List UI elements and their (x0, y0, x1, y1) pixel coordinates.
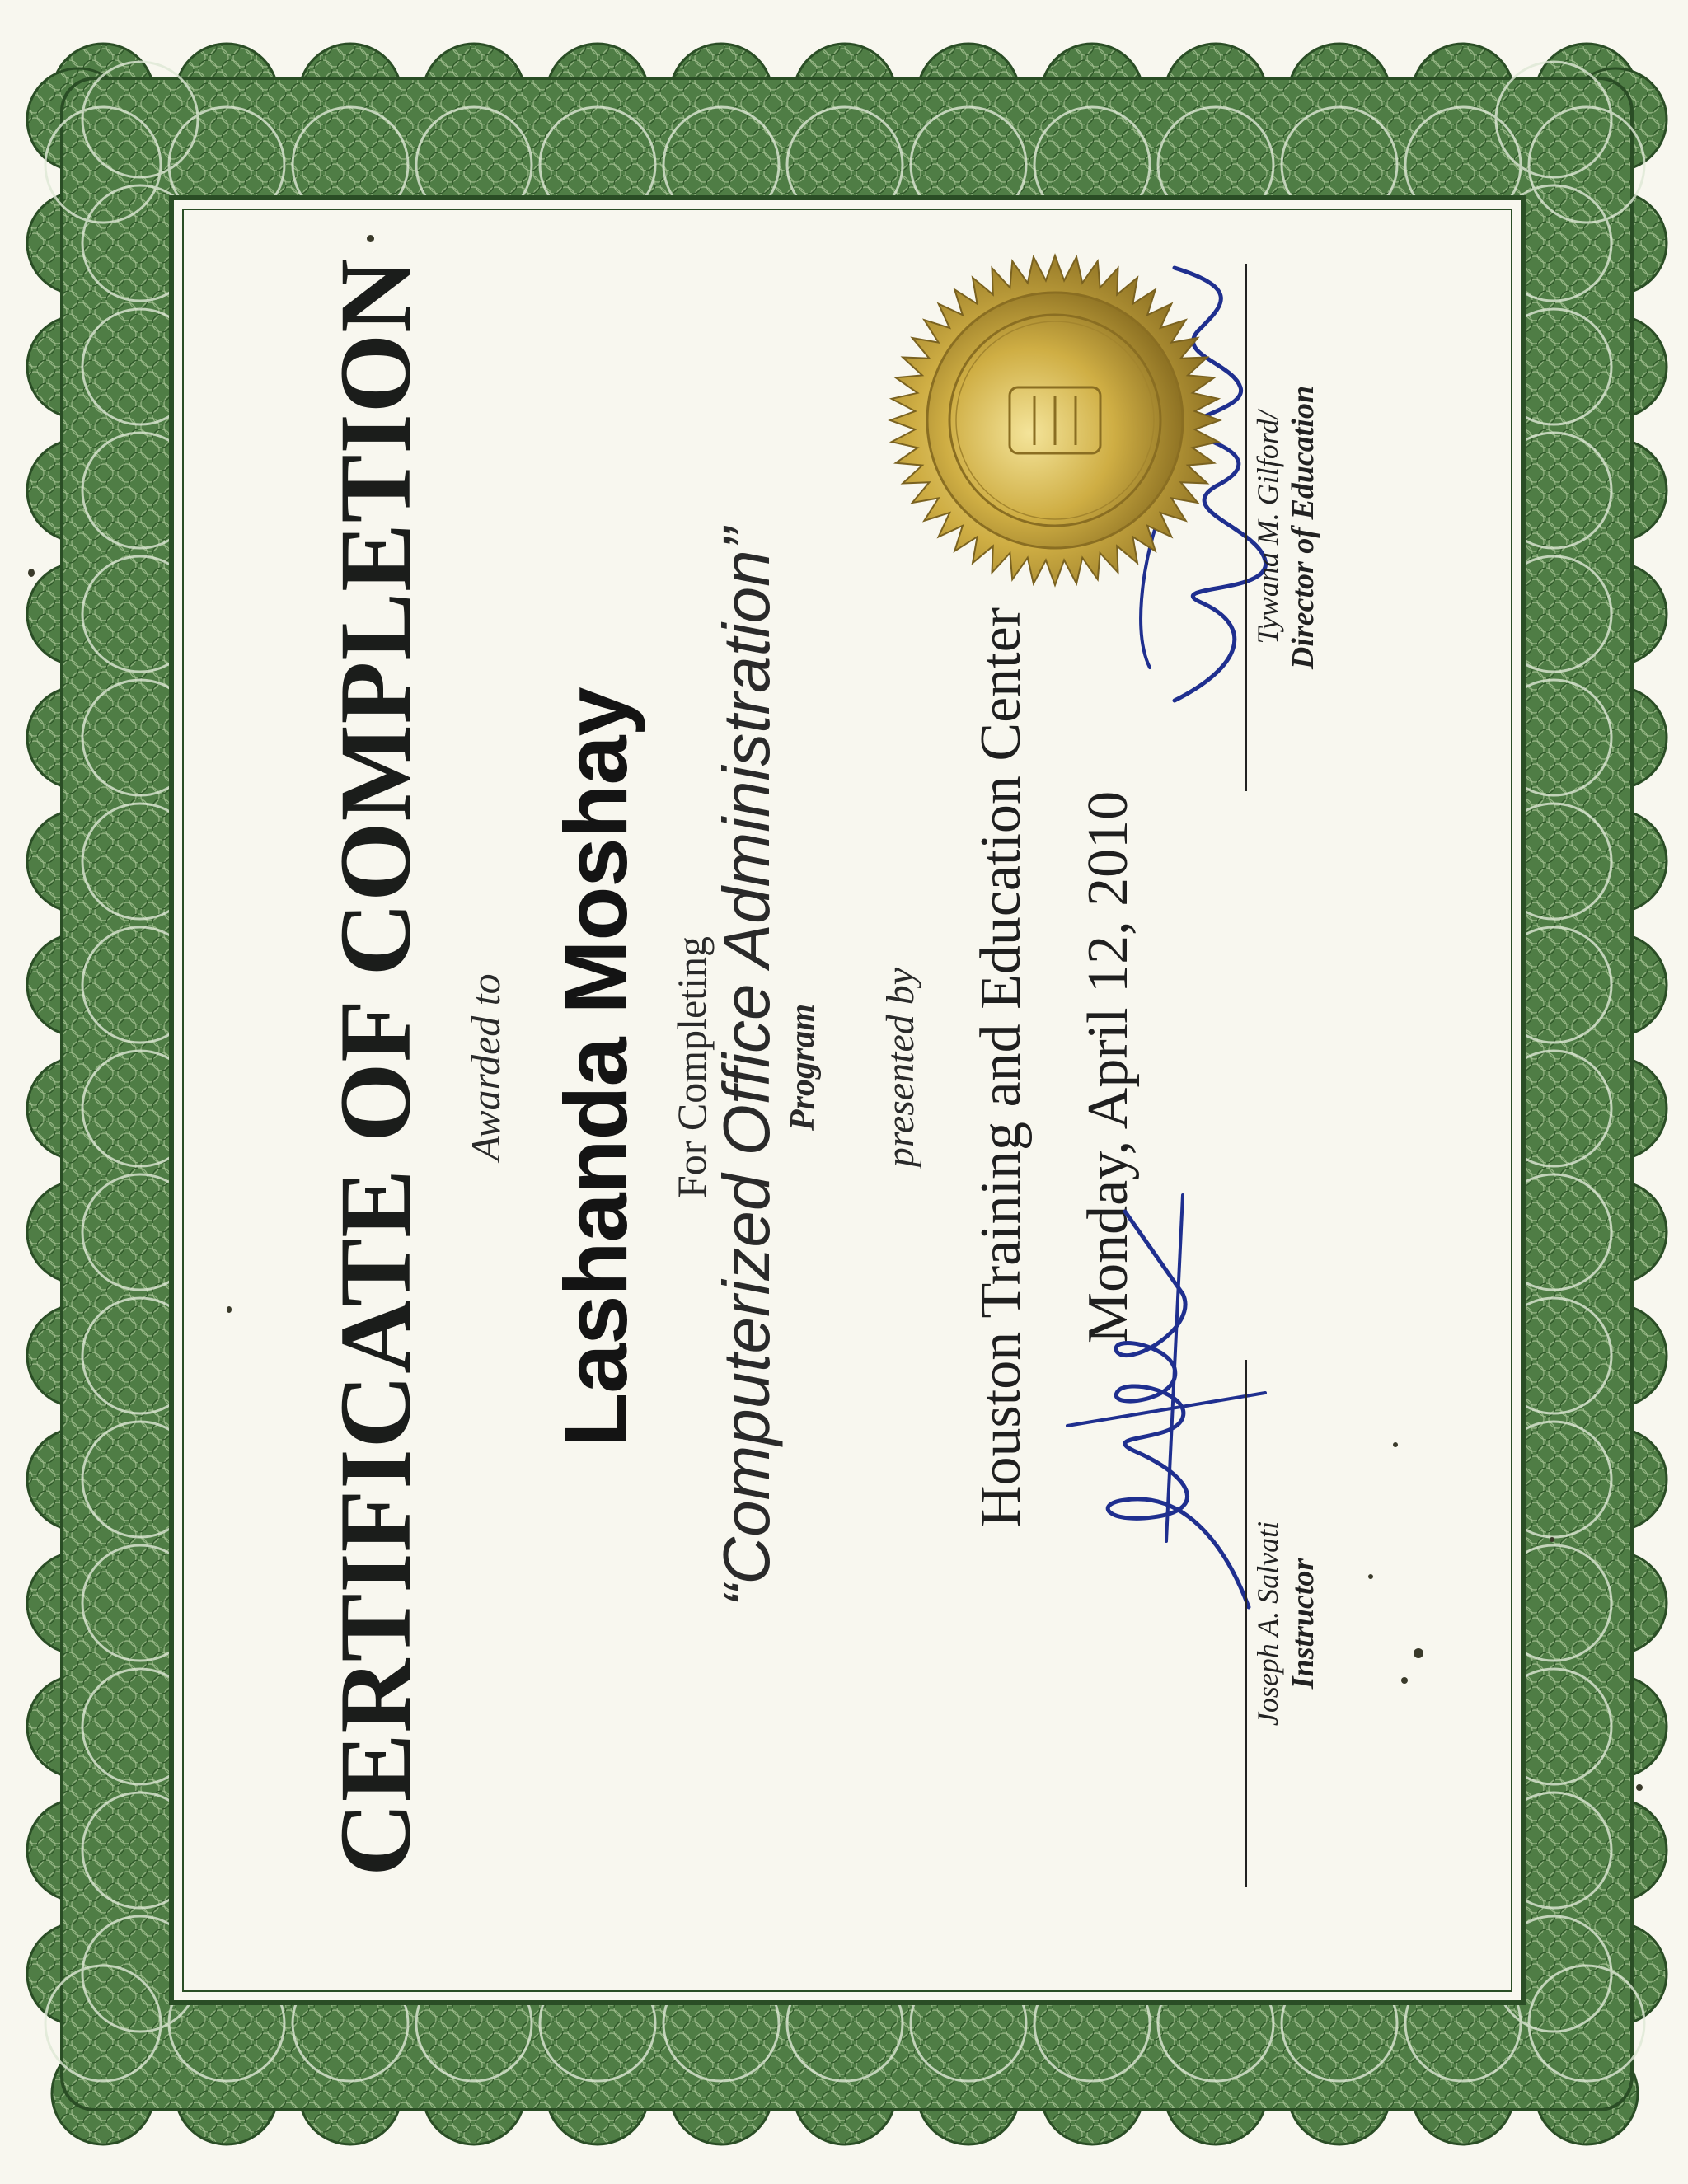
instructor-role: Instructor (1286, 1558, 1320, 1690)
signature-line (1245, 1360, 1247, 1887)
instructor-name: Joseph A. Salvati (1251, 1521, 1284, 1727)
instructor-signature (1059, 1179, 1273, 1640)
director-role: Director of Education (1286, 385, 1320, 670)
scan-speck (1401, 1677, 1408, 1684)
certificate-content (194, 223, 1496, 1912)
scan-speck (1550, 1537, 1554, 1542)
scan-speck (367, 235, 374, 242)
scan-speck (1414, 1648, 1423, 1658)
gold-foil-seal-icon (886, 251, 1224, 589)
program-name: “Computerized Office Administration” (710, 527, 783, 1607)
signature-line (1245, 264, 1247, 791)
presented-by-label: presented by (879, 967, 922, 1168)
director-name: Tywana M. Gilford/ (1251, 410, 1284, 644)
awarded-to-label: Awarded to (462, 973, 509, 1161)
scan-speck (1393, 1442, 1398, 1447)
scan-speck (1636, 1784, 1643, 1791)
scan-speck (28, 569, 35, 577)
director-signature-block (1245, 264, 1321, 791)
certificate-title: CERTIFICATE OF COMPLETION (319, 258, 432, 1877)
scan-speck (227, 1306, 232, 1313)
program-label: Program (784, 1004, 822, 1132)
organization-name: Houston Training and Education Center (969, 607, 1033, 1528)
certificate-date: Monday, April 12, 2010 (1076, 790, 1140, 1344)
for-completing-label: For Completing (668, 935, 715, 1199)
instructor-signature-block (1245, 1360, 1321, 1887)
recipient-name: Lashanda Moshay (546, 687, 645, 1447)
scan-speck (1368, 1574, 1373, 1579)
